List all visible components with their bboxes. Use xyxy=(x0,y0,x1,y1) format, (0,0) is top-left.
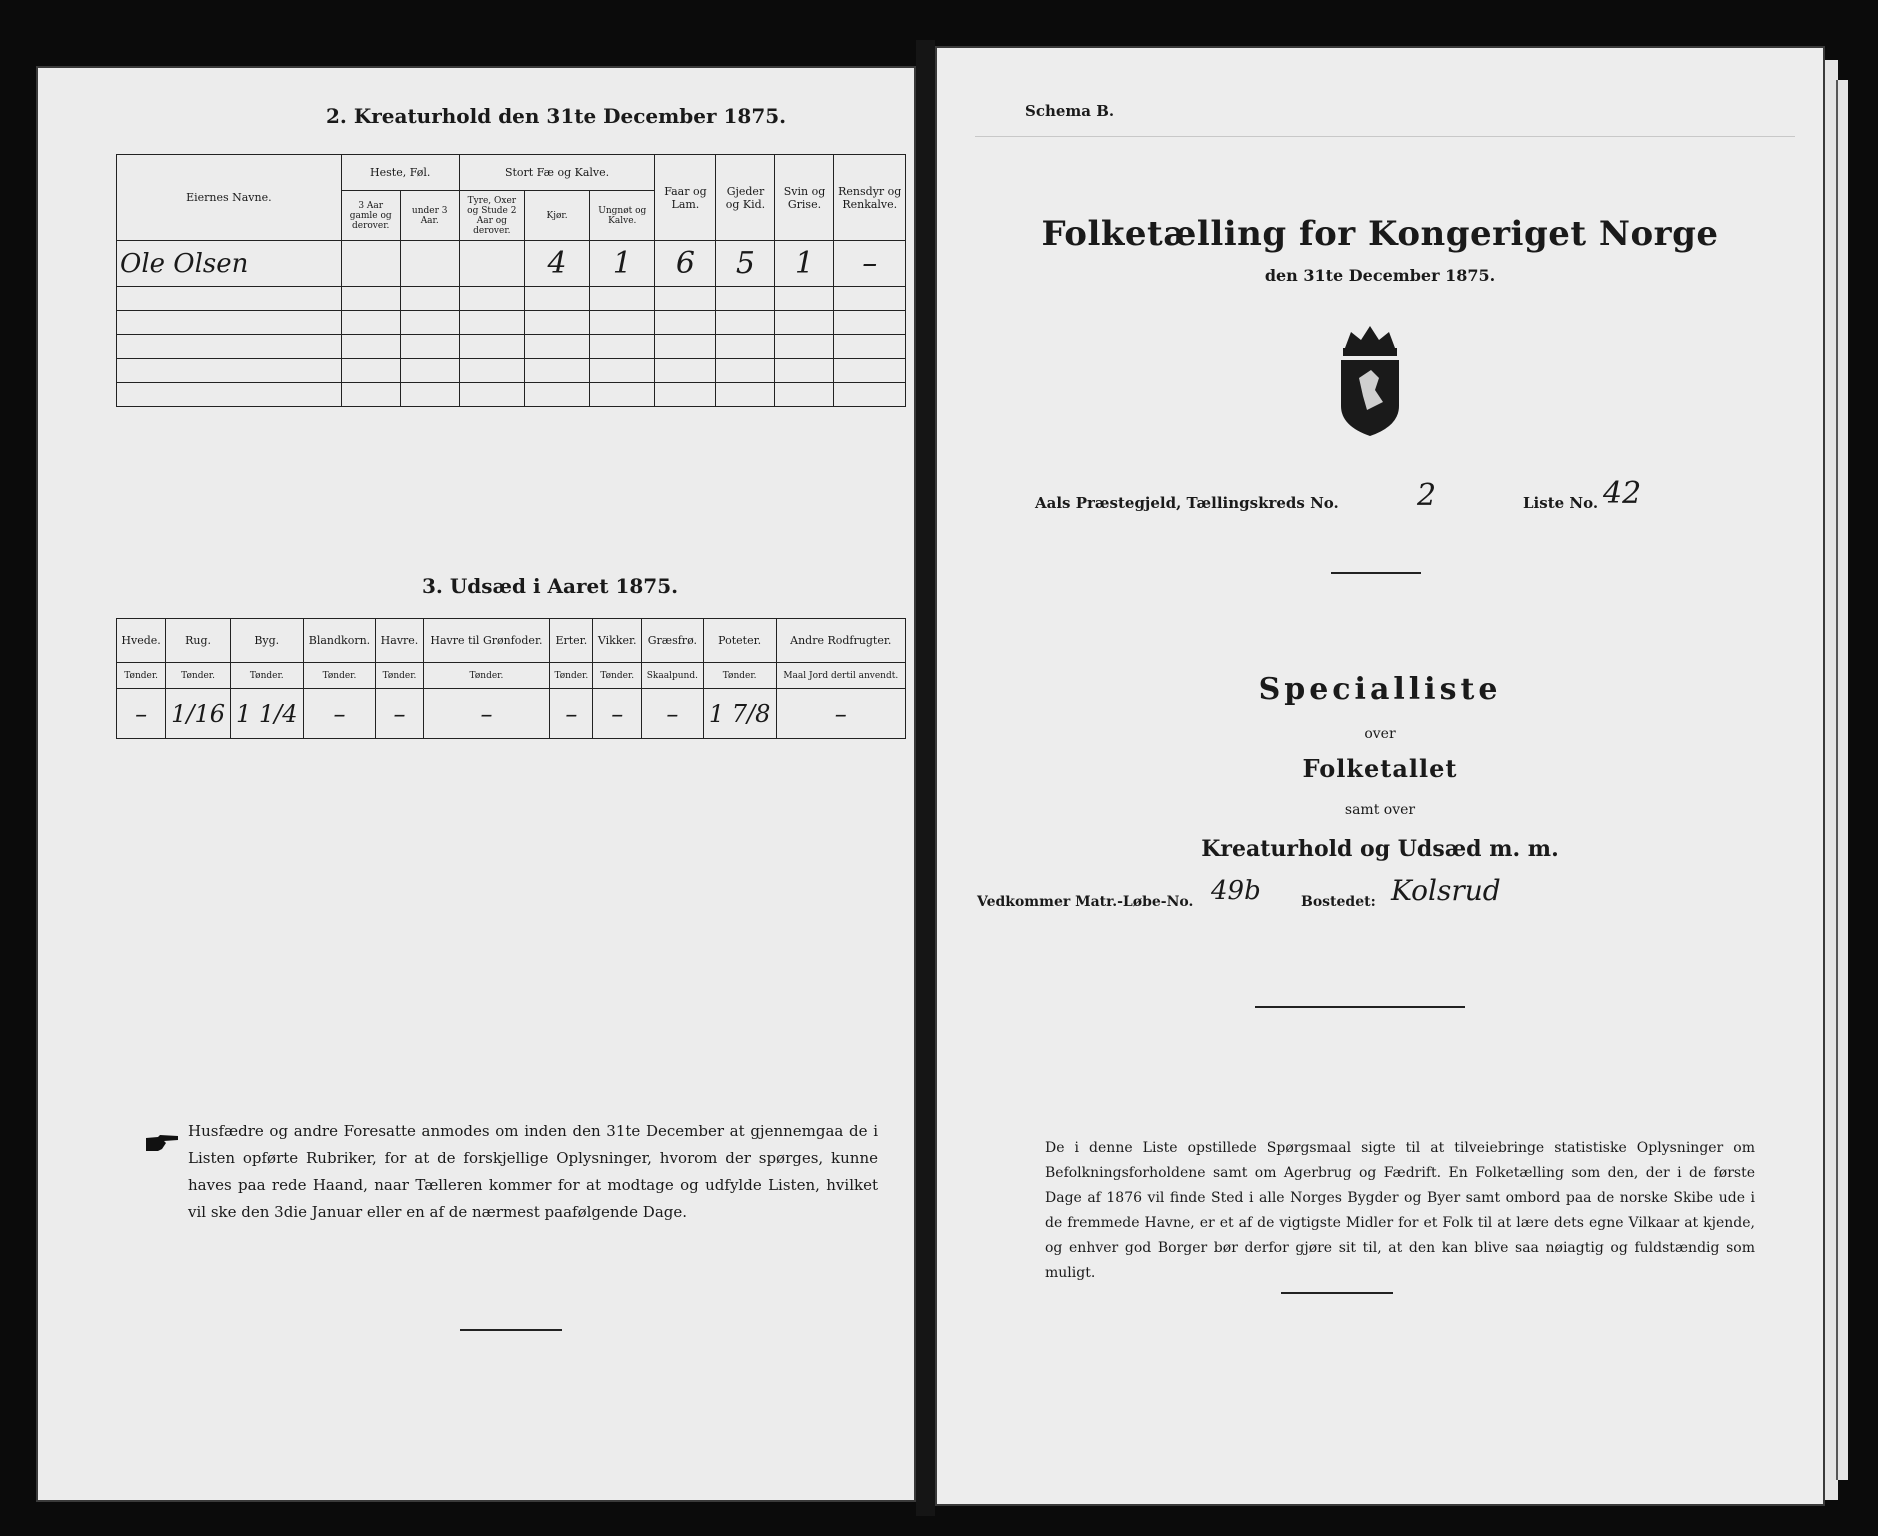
seed-value: 1 1/4 xyxy=(230,689,303,739)
seed-unit: Tønder. xyxy=(593,663,641,689)
seed-header: Erter. xyxy=(550,619,593,663)
date-line: den 31te December 1875. xyxy=(1264,266,1496,285)
over-text: over xyxy=(1364,726,1396,742)
specialliste-heading: Specialliste xyxy=(1258,672,1502,707)
seed-unit: Tønder. xyxy=(423,663,550,689)
pigs-value: 1 xyxy=(775,241,834,287)
coat-of-arms-icon xyxy=(1327,322,1413,440)
divider xyxy=(1331,572,1421,574)
seed-value: – xyxy=(376,689,423,739)
book-gutter xyxy=(916,40,935,1516)
livestock-table xyxy=(116,154,906,407)
divider xyxy=(460,1329,562,1331)
seed-header: Andre Rodfrugter. xyxy=(776,619,905,663)
right-page xyxy=(935,46,1825,1506)
schema-label: Schema B. xyxy=(1025,102,1115,120)
calves-value: 1 xyxy=(590,241,655,287)
bosted-value: Kolsrud xyxy=(1391,874,1501,907)
seed-value: – xyxy=(550,689,593,739)
goats-value: 5 xyxy=(716,241,775,287)
seed-value: – xyxy=(303,689,376,739)
seed-header: Havre. xyxy=(376,619,423,663)
col-calves: Ungnøt og Kalve. xyxy=(590,191,655,241)
purpose-text: De i denne Liste opstillede Spørgsmaal sigte til at tilveiebringe statistiske Oplysninger om Befolkningsforholdene samt om Agerbrug og Fædrift. En Folketælling som den, der i de første Dage af 1876 vil finde Sted i alle Norges Bygder og Byer samt ombord paa de norske Skibe ude i de fremmede Havne, er et af de vigtigste Midler for et Folk til at lære dets egne Vilkaar at kjende, og enhver god Borger bør derfor gjøre sit til, at den kan blive saa nøiagtig og fuldstændig som muligt. xyxy=(1045,1140,1755,1281)
matr-value: 49b xyxy=(1211,876,1261,906)
owner-name: Ole Olsen xyxy=(117,241,342,287)
seed-header: Rug. xyxy=(166,619,231,663)
seed-unit: Skaalpund. xyxy=(641,663,703,689)
seed-value: 1/16 xyxy=(166,689,231,739)
liste-value: 42 xyxy=(1603,476,1642,511)
section2-title: 2. Kreaturhold den 31te December 1875. xyxy=(326,104,787,128)
seed-unit: Tønder. xyxy=(703,663,776,689)
seed-unit: Tønder. xyxy=(550,663,593,689)
col-horse-young: under 3 Aar. xyxy=(400,191,459,241)
kreaturhold-heading: Kreaturhold og Udsæd m. m. xyxy=(1201,836,1559,862)
col-horse-old: 3 Aar gamle og derover. xyxy=(341,191,400,241)
col-goats: Gjeder og Kid. xyxy=(716,155,775,241)
seed-header: Vikker. xyxy=(593,619,641,663)
divider xyxy=(1281,1292,1393,1294)
samt-over-text: samt over xyxy=(1344,802,1416,818)
seed-header: Hvede. xyxy=(117,619,166,663)
seed-table xyxy=(116,618,906,739)
folketallet-heading: Folketallet xyxy=(1302,754,1458,783)
col-sheep: Faar og Lam. xyxy=(655,155,716,241)
liste-label: Liste No. xyxy=(1523,494,1599,512)
seed-value: – xyxy=(423,689,550,739)
seed-unit: Tønder. xyxy=(376,663,423,689)
col-pigs: Svin og Grise. xyxy=(775,155,834,241)
seed-unit: Tønder. xyxy=(117,663,166,689)
col-owner: Eiernes Navne. xyxy=(117,155,342,241)
seed-value: – xyxy=(117,689,166,739)
seed-header: Byg. xyxy=(230,619,303,663)
seed-value: – xyxy=(641,689,703,739)
col-reindeer: Rensdyr og Renkalve. xyxy=(834,155,906,241)
sheep-value: 6 xyxy=(655,241,716,287)
seed-value: – xyxy=(593,689,641,739)
seed-value: 1 7/8 xyxy=(703,689,776,739)
seed-header: Poteter. xyxy=(703,619,776,663)
table-row xyxy=(117,689,906,739)
seed-unit: Maal Jord dertil anvendt. xyxy=(776,663,905,689)
group-cattle: Stort Fæ og Kalve. xyxy=(459,155,655,191)
cows-value: 4 xyxy=(524,241,589,287)
table-row xyxy=(117,241,906,287)
seed-unit: Tønder. xyxy=(166,663,231,689)
group-horses: Heste, Føl. xyxy=(341,155,459,191)
matr-label: Vedkommer Matr.-Løbe-No. xyxy=(977,894,1194,910)
divider xyxy=(1255,1006,1465,1008)
section3-title: 3. Udsæd i Aaret 1875. xyxy=(422,574,679,598)
pointing-hand-icon xyxy=(144,1134,180,1154)
seed-unit: Tønder. xyxy=(303,663,376,689)
seed-header: Havre til Grønfoder. xyxy=(423,619,550,663)
seed-header: Græsfrø. xyxy=(641,619,703,663)
seed-unit: Tønder. xyxy=(230,663,303,689)
left-page xyxy=(36,66,916,1502)
bosted-label: Bostedet: xyxy=(1301,894,1376,910)
seed-value: – xyxy=(776,689,905,739)
col-cows: Kjør. xyxy=(524,191,589,241)
seed-header: Blandkorn. xyxy=(303,619,376,663)
instructions-notice: Husfædre og andre Foresatte anmodes om inden den 31te December at gjennemgaa de i Listen opførte Rubriker, for at de forskjellige Oplysninger, hvorom der spørges, kunne haves paa rede Haand, naar Tælleren kommer for at modtage og udfylde Listen, hvilket vil ske den 3die Januar eller en af de nærmest paafølgende Dage. xyxy=(188,1122,878,1221)
page-edge xyxy=(1836,80,1848,1480)
reindeer-value: – xyxy=(834,241,906,287)
col-bulls: Tyre, Oxer og Stude 2 Aar og derover. xyxy=(459,191,524,241)
page-title: Folketælling for Kongeriget Norge xyxy=(1041,214,1719,254)
prestegjeld-label: Aals Præstegjeld, Tællingskreds No. xyxy=(1035,494,1339,512)
tellingskreds-value: 2 xyxy=(1417,478,1437,513)
